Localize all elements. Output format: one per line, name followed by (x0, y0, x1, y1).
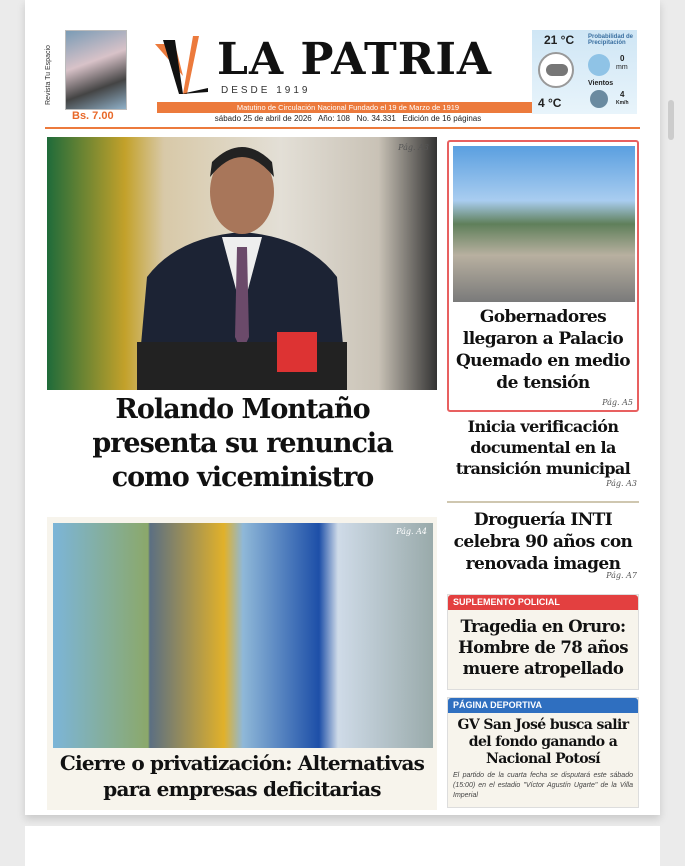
edition: Edición de 16 páginas (402, 114, 482, 123)
divider (447, 501, 639, 503)
side-story-drogueria[interactable] (447, 509, 639, 580)
since-label: DESDE 1919 (221, 85, 311, 96)
wind-unit: Km/h (616, 100, 629, 106)
headline[interactable]: Inicia verificación documental en la transición municipal (455, 417, 631, 478)
newspaper-front-page (25, 0, 660, 815)
page-ref: Pág. A4 (396, 527, 427, 536)
date: sábado 25 de abril de 2026 (214, 114, 312, 123)
cloud-icon (538, 52, 574, 88)
headline[interactable]: Droguería INTI celebra 90 años con renovada imagen (453, 510, 633, 574)
headline[interactable]: Cierre o privatización: Alternativas para empresas deficitarias (59, 751, 425, 801)
headline[interactable]: Gobernadores llegaron a Palacio Quemado en medio de tensión (455, 307, 631, 393)
pen-logo-icon (153, 36, 208, 96)
magazine-price: Bs. 7.00 (72, 110, 114, 122)
precip-label: Probabilidad de Precipitación (588, 34, 634, 46)
wind-label: Vientos (588, 80, 614, 87)
headline[interactable]: Tragedia en Oruro: Hombre de 78 años muere atropellado (458, 617, 628, 678)
scrollbar[interactable] (668, 100, 674, 140)
dateline (157, 114, 539, 123)
wind-icon (590, 90, 608, 108)
palace-photo (453, 146, 635, 302)
precip-unit: mm (616, 64, 628, 71)
temp-min: 4 °C (538, 96, 562, 110)
year: Año: 108 (317, 114, 350, 123)
next-page (25, 826, 660, 866)
motto-band: Matutino de Circulación Nacional Fundado el 19 de Marzo de 1919 (157, 102, 539, 113)
weather-widget (532, 30, 637, 114)
page-ref: Pág. A7 (606, 571, 637, 580)
official-portrait (137, 137, 347, 390)
page-ref: Pág. A3 (398, 143, 429, 152)
page-ref: Pág. A3 (606, 479, 637, 488)
newspaper-title[interactable]: LA PATRIA (217, 34, 493, 85)
section-band: PÁGINA DEPORTIVA (448, 698, 638, 713)
headline[interactable]: GV San José busca salir del fondo ganando a Nacional Potosí (457, 717, 629, 767)
header-rule (45, 127, 640, 129)
side-story-verification[interactable] (447, 416, 639, 488)
bottom-story[interactable] (47, 517, 437, 810)
side-story-governors[interactable] (447, 140, 639, 412)
issue-number: No. 34.331 (356, 114, 396, 123)
main-headline[interactable]: Rolando Montaño presenta su renuncia como viceministro (92, 394, 393, 493)
temp-max: 21 °C (544, 33, 575, 47)
police-supplement[interactable] (447, 594, 639, 690)
wind-value: 4 (620, 90, 625, 99)
magazine-cover[interactable] (65, 30, 127, 110)
magazine-label: Revista Tu Espacio (45, 45, 52, 105)
main-story-photo[interactable] (47, 137, 437, 390)
page-ref: Pág. A5 (602, 398, 633, 407)
dek: El partido de la cuarta fecha se disputará este sábado (15:00) en el estadio "Víctor Agustín Ugarte" de la Villa Imperial (453, 772, 633, 799)
precip-value: 0 (620, 54, 625, 63)
rain-icon (588, 54, 610, 76)
section-band: SUPLEMENTO POLICIAL (448, 595, 638, 610)
state-companies-photo (53, 523, 433, 748)
sports-page[interactable] (447, 697, 639, 808)
